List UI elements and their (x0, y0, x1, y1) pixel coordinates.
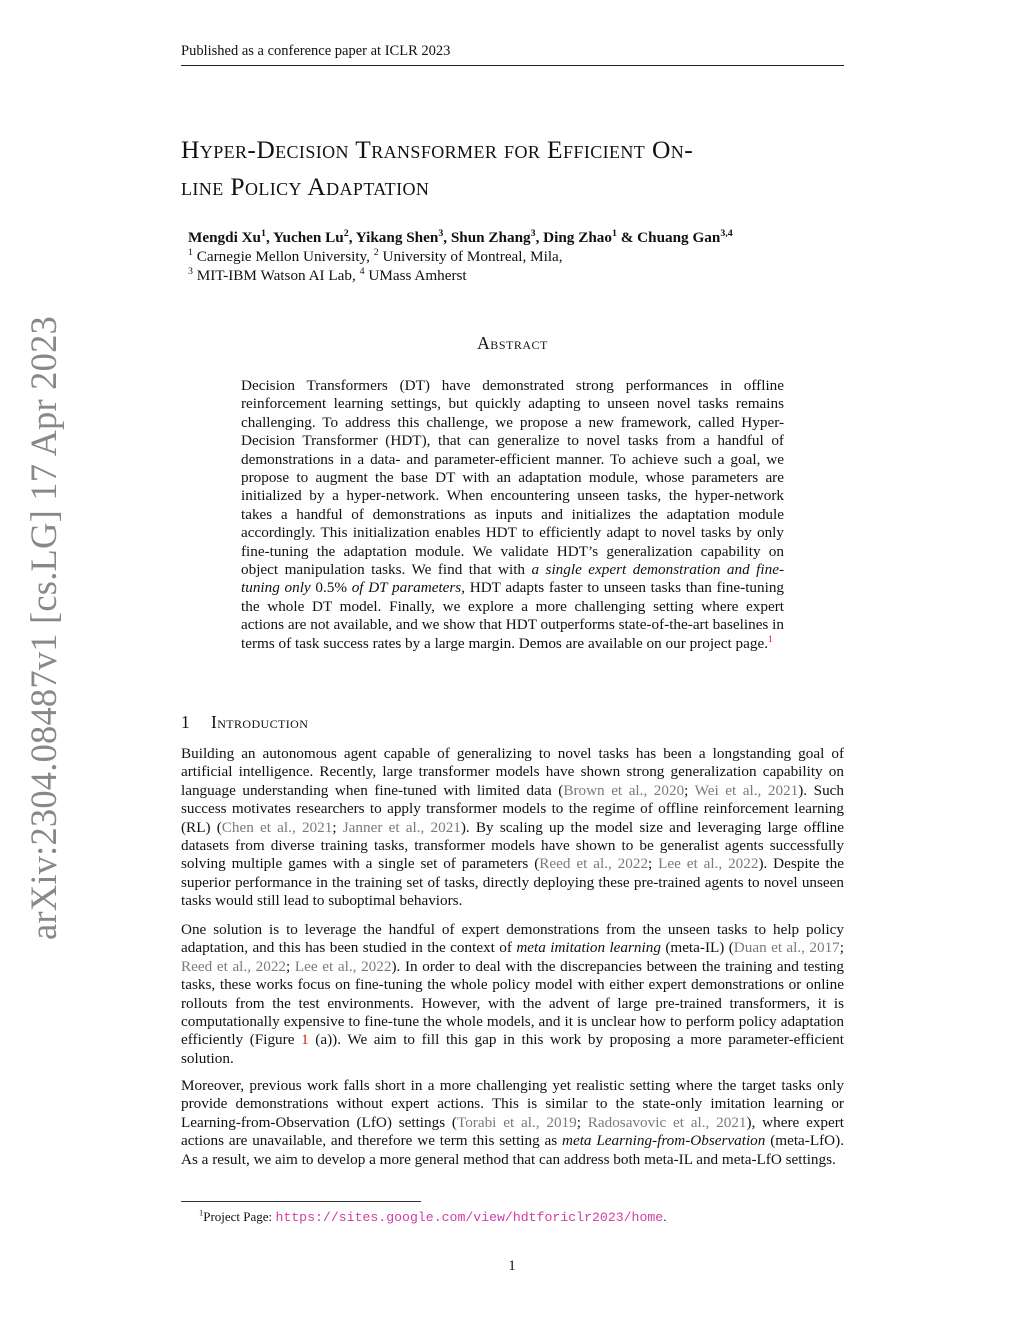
abstract-text: Decision Transformers (DT) have demonstrated strong performances in offline reinforcement learning settings, but quickly adapting to unseen novel tasks remains challenging. To address this challenge, we propose a new framework, called Hyper-Decision Transformer (HDT), that can generalize to novel tasks from a handful of demonstrations in a data- and parameter-efficient manner. To achieve such a goal, we propose to augment the base DT with an adaptation module, whose parameters are initialized by a hyper-network. When encountering unseen tasks, the hyper-network takes a handful of demonstrations as inputs and initializes the adaptation module accordingly. This initialization enables HDT to efficiently adapt to novel tasks by only fine-tuning the adaptation module. We validate HDT’s generalization capability on object manipulation tasks. We find that with a single expert demonstration and fine-tuning only 0.5% of DT parameters, HDT adapts faster to unseen tasks than fine-tuning the whole DT model. Finally, we explore a more challenging setting where expert actions are not available, and we show that HDT outperforms state-of-the-art baselines in terms of task success rates by a large margin. Demos are available on our project page.$^1$ (241, 377, 785, 652)
author-name: Yuchen Lu (272, 229, 344, 246)
intro-paragraph-3: Moreover, previous work falls short in a more challenging yet realistic setting where the target tasks only provide demonstrations without expert actions. This is similar to the state-only imitation learning or Learning-from-Observation (LfO) settings (Torabi et al., 2019; Radosavovic et al., 2021), where expert actions are unavailable, and therefore we term this setting as meta Learning-from-Observation (meta-LfO). As a result, we aim to develop a more general method that can address both meta-IL and meta-LfO settings. (181, 1077, 845, 1168)
author-block (188, 228, 848, 285)
affiliations-line-1: $^1$ Carnegie Mellon University, $^2$ University of Montreal, Mila, (188, 246, 563, 265)
author-name: Ding Zhao (543, 229, 612, 246)
citation-link[interactable]: Janner et al., 2021 (342, 818, 461, 836)
intro-paragraph-2: One solution is to leverage the handful of expert demonstrations from the unseen tasks to help policy adaptation, and this has been studied in the context of meta imitation learning (meta-IL) (Duan et al., 2017; Reed et al., 2022; Lee et al., 2022). In order to deal with the discrepancies between the training and testing tasks, these works focus on fine-tuning the whole policy model with either expert demonstrations or online rollouts from the test environments. However, with the advent of large pre-trained transformers, it is computationally expensive to fine-tune the whole models, and it is unclear how to perform policy adaptation efficiently (Figure 1 (a)). We aim to fill this gap in this work by proposing a more parameter-efficient solution. (181, 921, 844, 1067)
footnote: $^1$Project Page: https://sites.google.com/view/hdtforiclr2023/home. (199, 1207, 667, 1225)
citation-link[interactable]: Lee et al., 2022 (658, 855, 759, 873)
citation-link[interactable]: Lee et al., 2022 (294, 957, 392, 975)
citation-link[interactable]: Reed et al., 2022 (539, 855, 649, 873)
citation-link[interactable]: Torabi et al., 2019 (456, 1113, 577, 1131)
author-name: Chuang Gan (637, 229, 721, 246)
title-line-1: Hyper-Decision Transformer for Efficient On- (181, 135, 694, 164)
paper-title (181, 131, 861, 205)
footnote-link[interactable]: 1 (768, 633, 773, 645)
citation-link[interactable]: Chen et al., 2021 (221, 818, 333, 836)
abstract-heading: Abstract (477, 333, 548, 353)
author-name: Shun Zhang (450, 229, 531, 246)
citation-link[interactable]: Duan et al., 2017 (733, 939, 840, 957)
citation-link[interactable]: Radosavovic et al., 2021 (587, 1113, 747, 1131)
project-page-link[interactable]: https://sites.google.com/view/hdtforiclr2023/home (275, 1210, 664, 1225)
author-name: Yikang Shen (355, 229, 439, 246)
citation-link[interactable]: Reed et al., 2022 (181, 957, 287, 975)
citation-link[interactable]: Brown et al., 2020 (563, 781, 685, 799)
footnote-label: Project Page: (203, 1209, 273, 1224)
running-header: Published as a conference paper at ICLR 2023 (181, 43, 844, 66)
intro-paragraph-1: Building an autonomous agent capable of generalizing to novel tasks has been a longstanding goal of artificial intelligence. Recently, large transformer models have shown strong generalization capability on language understanding when fine-tuned with limited data (Brown et al., 2020; Wei et al., 2021). Such success motivates researchers to apply transformer models to the regime of offline reinforcement learning (RL) (Chen et al., 2021; Janner et al., 2021). By scaling up the model size and leveraging large offline datasets from diverse training tasks, transformer models have shown to be generalist agents successfully solving multiple games with a single set of parameters (Reed et al., 2022; Lee et al., 2022). Despite the superior performance in the training set of tasks, directly deploying these pre-trained agents to novel unseen tasks would still lead to suboptimal behaviors. (181, 745, 845, 910)
section-heading-introduction (181, 712, 844, 733)
citation-link[interactable]: Wei et al., 2021 (694, 781, 799, 799)
footnote-number: 1 (199, 1207, 204, 1218)
section-title: Introduction (211, 712, 309, 732)
figure-link[interactable]: 1 (301, 1031, 309, 1049)
author-names: Mengdi Xu$^1$, Yuchen Lu$^2$, Yikang Shen$^3$, Shun Zhang$^3$, Ding Zhao$^1$ & Chuang Gan$^{3,4}$ (188, 227, 733, 246)
page-number: 1 (508, 1258, 516, 1274)
footnote-rule (181, 1201, 421, 1202)
author-name: Mengdi Xu (188, 229, 261, 246)
section-number: 1 (181, 712, 190, 732)
arxiv-stamp: arXiv:2304.08487v1 [cs.LG] 17 Apr 2023 (23, 316, 64, 940)
title-line-2: line Policy Adaptation (181, 172, 430, 201)
affiliations-line-2: $^3$ MIT-IBM Watson AI Lab, $^4$ UMass Amherst (188, 265, 467, 284)
